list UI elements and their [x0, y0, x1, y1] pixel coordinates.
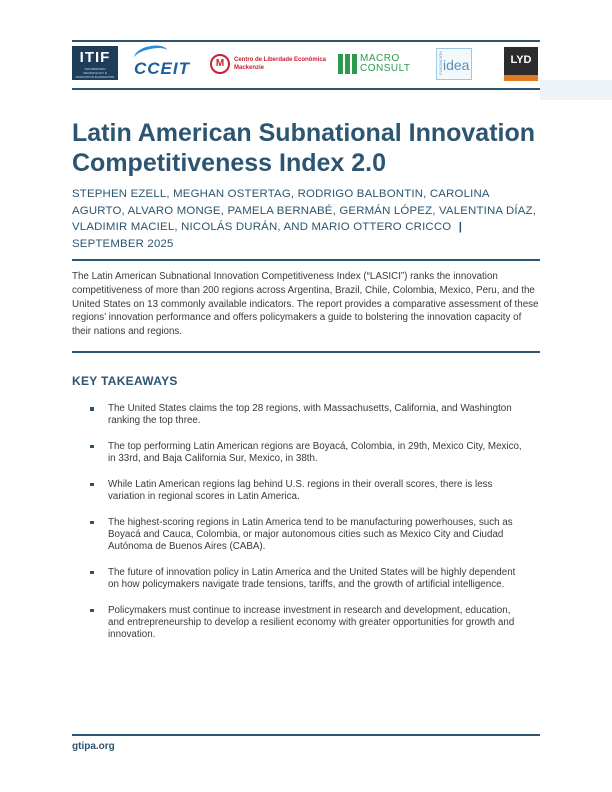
- footer-link[interactable]: gtipa.org: [72, 741, 115, 752]
- abstract-top-rule: [72, 259, 540, 261]
- partner-logos: [72, 44, 540, 84]
- lyd-logo[interactable]: LYD: [504, 44, 538, 84]
- square-bullet-icon: [90, 521, 94, 525]
- authors: STEPHEN EZELL, MEGHAN OSTERTAG, RODRIGO BALBONTIN, CAROLINA AGURTO, ALVARO MONGE, PAMELA BERNABÉ, GERMÁN LÓPEZ, VALENTINA DÍAZ, VLADIMIR MACIEL, NICOLÁS DURÁN, AND MARIO OTTERO CRICCO: [72, 188, 537, 233]
- square-bullet-icon: [90, 571, 94, 575]
- macroconsult-logo[interactable]: MACRO CONSULT: [338, 44, 411, 84]
- author-line: [72, 186, 540, 252]
- header-rule: [72, 88, 540, 90]
- takeaway-item: The future of innovation policy in Latin America and the United States will be highly dependent on how policymakers navigate trade tensions, tariffs, and the growth of artificial intelligence.: [86, 567, 526, 591]
- report-title: Latin American Subnational Innovation Competitiveness Index 2.0: [72, 119, 536, 177]
- footer-rule: [72, 734, 540, 736]
- abstract: The Latin American Subnational Innovation Competitiveness Index (“LASICI”) ranks the innovation competitiveness of more than 200 regions across Argentina, Brazil, Chile, Colombia, Mexico, Peru, and the United States on 13 commonly available indicators. The report provides a comparative assessment of these regions’ innovation performance and offers policymakers a guide to bolstering the innovation capacity of their nations and regions.: [72, 271, 539, 338]
- key-takeaways-list: [86, 403, 526, 655]
- date-separator: |: [458, 221, 463, 233]
- abstract-bottom-rule: [72, 351, 540, 353]
- mackenzie-logo[interactable]: M Centro de Liberdade Econômica Mackenzie: [210, 44, 326, 84]
- takeaway-item: The top performing Latin American regions are Boyacá, Colombia, in 29th, Mexico City, Mexico, in 33rd, and Baja California Sur, Mexico, in 38th.: [86, 441, 526, 465]
- square-bullet-icon: [90, 609, 94, 613]
- lyd-stripe: [504, 75, 538, 81]
- fundacion-idea-logo[interactable]: FUNDACIÓN idea: [436, 44, 472, 84]
- square-bullet-icon: [90, 483, 94, 487]
- square-bullet-icon: [90, 445, 94, 449]
- mackenzie-mark-icon: M: [210, 54, 230, 74]
- takeaway-item: Policymakers must continue to increase investment in research and development, education, and entrepreneurship to develop a resilient economy with greater opportunities for growth and innovation.: [86, 605, 526, 642]
- takeaway-item: The highest-scoring regions in Latin America tend to be manufacturing powerhouses, such as Boyacá and Cauca, Colombia, or major autonomous cities such as Mexico City and Ciudad Autónoma de Buenos Aires (CABA).: [86, 517, 526, 554]
- publication-date: SEPTEMBER 2025: [72, 237, 174, 250]
- square-bullet-icon: [90, 407, 94, 411]
- itif-logo[interactable]: ITIF INFORMATION TECHNOLOGY & INNOVATION FOUNDATION: [72, 46, 118, 80]
- cceit-logo[interactable]: CCEIT: [134, 59, 190, 78]
- key-takeaways-heading: KEY TAKEAWAYS: [72, 374, 178, 388]
- takeaway-item: The United States claims the top 28 regions, with Massachusetts, California, and Washington ranking the top three.: [86, 403, 526, 427]
- takeaway-item: While Latin American regions lag behind U.S. regions in their overall scores, there is less variation in regional scores in Latin America.: [86, 479, 526, 503]
- top-rule: [72, 40, 540, 42]
- header-corner-shade: [540, 80, 612, 100]
- macroconsult-bars-icon: [338, 54, 357, 74]
